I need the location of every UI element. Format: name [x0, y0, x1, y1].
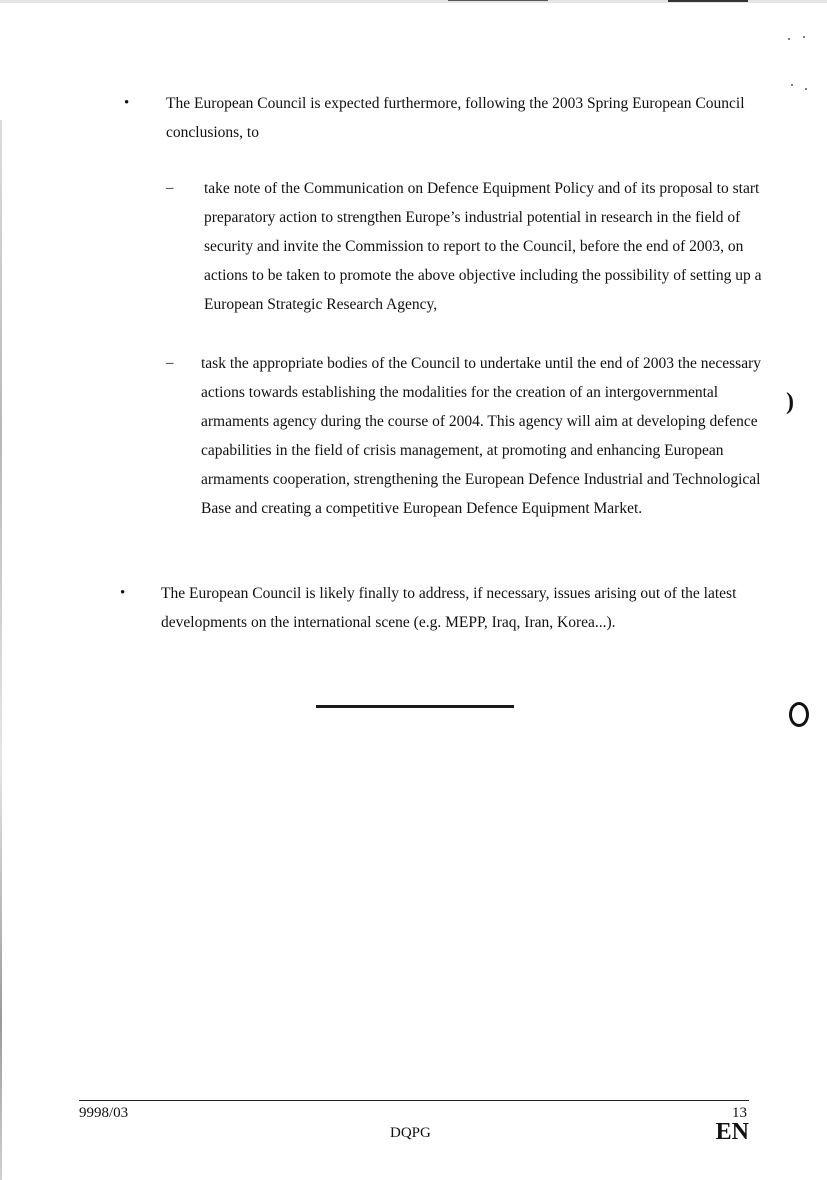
bullet-point-icon: •	[124, 95, 130, 111]
sub-item-paragraph-1: take note of the Communication on Defence Equipment Policy and of its proposal to start preparatory action to strengthen Europe’s industrial potential in research in the field of security and invite the Commission to report to the Council, before the end of 2003, on actions to be taken to promote the above objective including the possibility of setting up a European Strategic Research Agency,	[204, 180, 762, 313]
footer-divider	[79, 1100, 749, 1101]
end-of-text-rule	[316, 705, 514, 708]
bullet-paragraph-1: The European Council is expected furthermore, following the 2003 Spring European Council conclusions, to	[166, 95, 745, 141]
scan-speck	[791, 84, 793, 86]
scan-speck	[803, 36, 805, 38]
punch-hole-icon	[789, 702, 809, 727]
bullet-paragraph-2: The European Council is likely finally to address, if necessary, issues arising out of the latest developments on the international scene (e.g. MEPP, Iraq, Iran, Korea...).	[161, 585, 737, 631]
scan-speck	[788, 38, 790, 40]
scan-speck	[805, 88, 807, 90]
dash-marker: –	[166, 180, 174, 196]
scan-artifact-line	[668, 0, 748, 2]
page-number: 13	[732, 1105, 747, 1121]
sub-item-paragraph-2: task the appropriate bodies of the Council to undertake until the end of 2003 the necessary actions towards establishing the modalities for the creation of an intergovernmental armaments agency during the course of 2004. This agency will aim at developing defence capabilities in the field of crisis management, at promoting and enhancing European armaments cooperation, strengthening the European Defence Industrial and Technological Base and creating a competitive European Defence Equipment Market.	[201, 355, 761, 517]
department-code: DQPG	[390, 1125, 431, 1141]
binder-hole-mark-icon: )	[786, 389, 794, 415]
dash-marker: –	[166, 355, 174, 371]
document-reference: 9998/03	[79, 1105, 129, 1121]
bullet-point-icon: •	[120, 585, 126, 601]
language-code: EN	[715, 1119, 749, 1145]
scan-artifact-line	[448, 0, 548, 1]
scan-border-left	[0, 120, 2, 1180]
